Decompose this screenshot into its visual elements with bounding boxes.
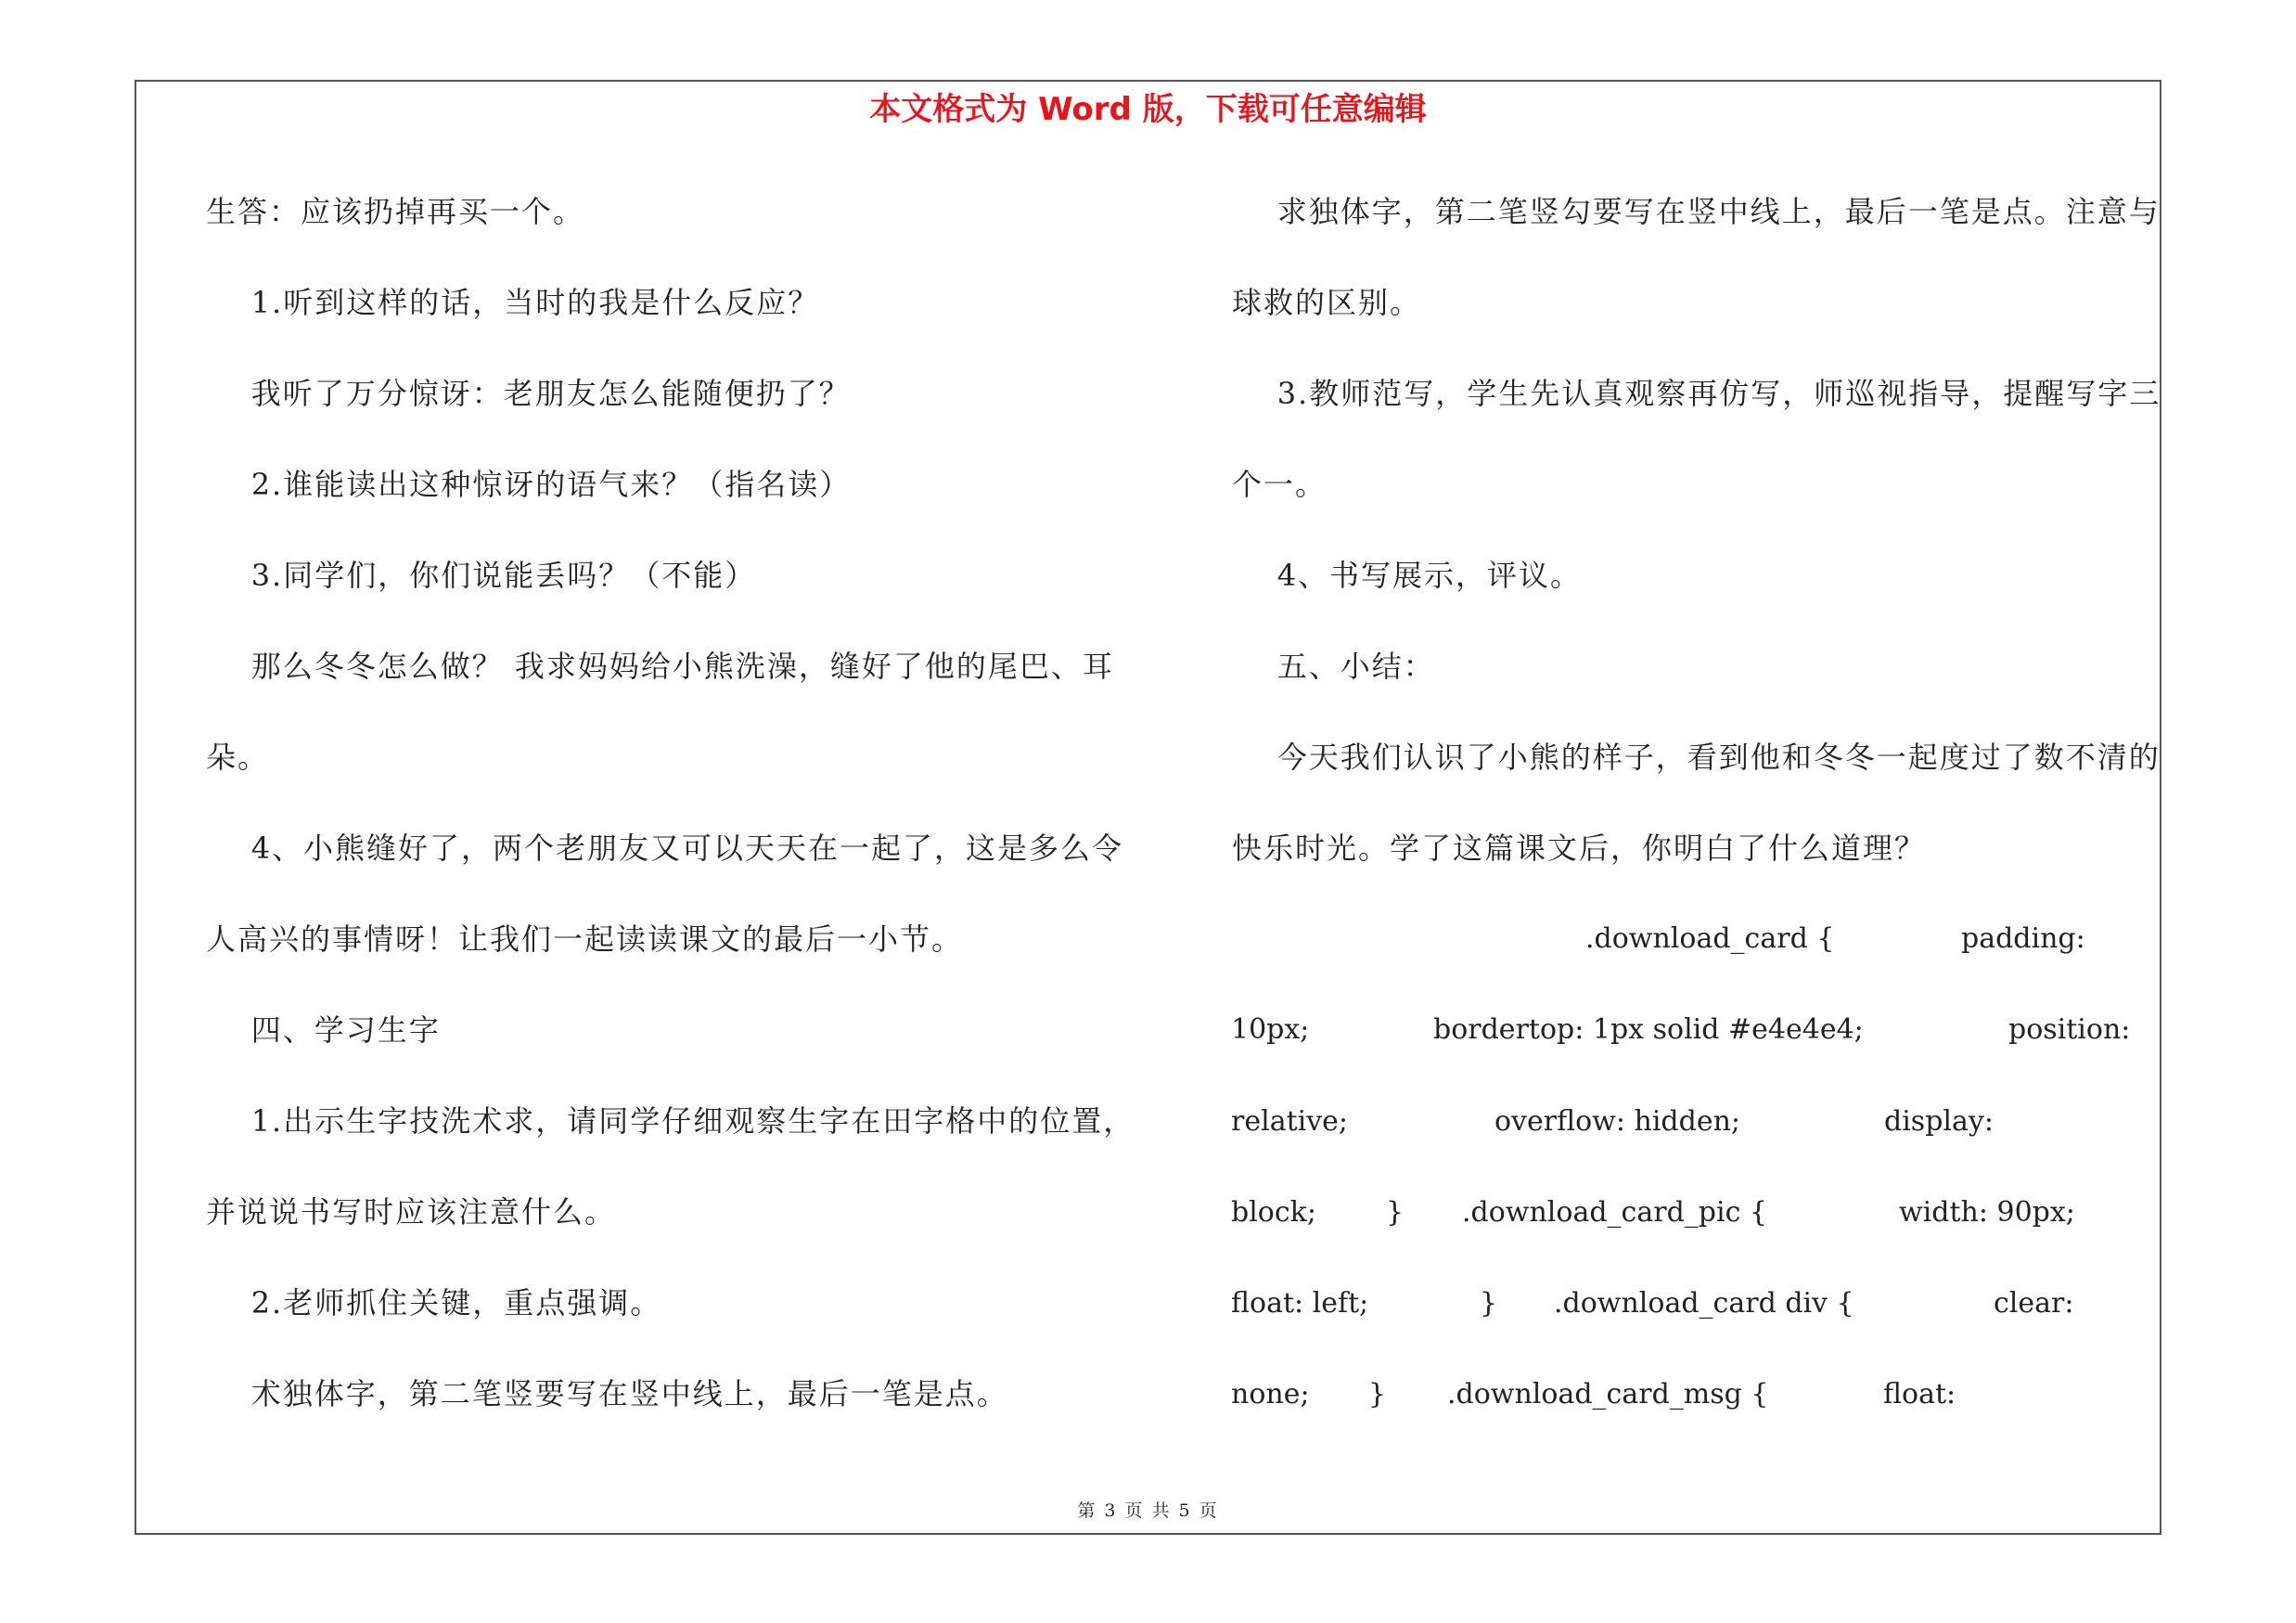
paragraph-line: 4、书写展示，评议。 [1232, 558, 1583, 593]
code-fragment: width: 90px; [1899, 1196, 2075, 1229]
paragraph-line: 人高兴的事情呀！让我们一起读读课文的最后一小节。 [206, 921, 964, 957]
code-fragment: .download_card div { [1554, 1287, 1854, 1320]
code-fragment: .download_card_pic { [1462, 1196, 1768, 1229]
code-fragment: relative; [1231, 1105, 1349, 1138]
paragraph-line: 快乐时光。学了这篇课文后，你明白了什么道理？ [1232, 831, 1927, 866]
code-fragment: float: [1883, 1378, 1956, 1410]
code-fragment: clear: [1994, 1287, 2074, 1320]
paragraph-line: 并说说书写时应该注意什么。 [206, 1194, 617, 1230]
paragraph-line: 求独体字，第二笔竖勾要写在竖中线上，最后一笔是点。注意与 [1232, 194, 2161, 229]
code-fragment: .download_card_msg { [1447, 1378, 1769, 1410]
code-fragment: .download_card { [1585, 922, 1835, 955]
code-fragment: position: [2008, 1013, 2131, 1046]
paragraph-line: 那么冬冬怎么做？ 我求妈妈给小熊洗澡，缝好了他的尾巴、耳 [206, 649, 1114, 684]
code-fragment: } [1368, 1378, 1387, 1410]
paragraph-line: 4、小熊缝好了，两个老朋友又可以天天在一起了，这是多么令 [206, 831, 1124, 866]
paragraph-line: 2.谁能读出这种惊讶的语气来？（指名读） [206, 467, 852, 502]
code-fragment: display: [1884, 1105, 1994, 1138]
paragraph-line: 朵。 [206, 740, 270, 775]
code-fragment: padding: [1961, 922, 2085, 955]
code-fragment: } [1480, 1287, 1498, 1320]
paragraph-line: 球救的区别。 [1232, 285, 1422, 320]
paragraph-line: 术独体字，第二笔竖要写在竖中线上，最后一笔是点。 [206, 1376, 1008, 1411]
paragraph-line: 1.听到这样的话，当时的我是什么反应？ [206, 285, 820, 320]
page-number: 第 3 页 共 5 页 [1077, 1501, 1219, 1521]
paragraph-line: 3.同学们，你们说能丢吗？（不能） [206, 558, 757, 593]
paragraph-line: 生答：应该扔掉再买一个。 [206, 194, 585, 229]
code-fragment: 10px; [1231, 1013, 1310, 1046]
code-fragment: float: left; [1231, 1287, 1369, 1320]
code-fragment: bordertop: 1px solid #e4e4e4; [1433, 1013, 1864, 1046]
paragraph-line: 3.教师范写，学生先认真观察再仿写，师巡视指导，提醒写字三 [1232, 376, 2161, 411]
code-fragment: none; [1231, 1378, 1310, 1410]
section-heading: 四、学习生字 [206, 1012, 441, 1048]
section-heading: 五、小结： [1232, 649, 1435, 684]
paragraph-line: 2.老师抓住关键，重点强调。 [206, 1285, 662, 1320]
format-banner: 本文格式为 Word 版，下载可任意编辑 [869, 91, 1427, 128]
code-fragment: } [1386, 1196, 1405, 1229]
paragraph-line: 个一。 [1232, 467, 1328, 502]
paragraph-line: 我听了万分惊讶：老朋友怎么能随便扔了？ [206, 376, 851, 411]
paragraph-line: 1.出示生字技洗术求，请同学仔细观察生字在田字格中的位置， [206, 1103, 1135, 1139]
paragraph-line: 今天我们认识了小熊的样子，看到他和冬冬一起度过了数不清的 [1232, 740, 2161, 775]
code-fragment: block; [1231, 1196, 1316, 1229]
code-fragment: overflow: hidden; [1494, 1105, 1741, 1138]
